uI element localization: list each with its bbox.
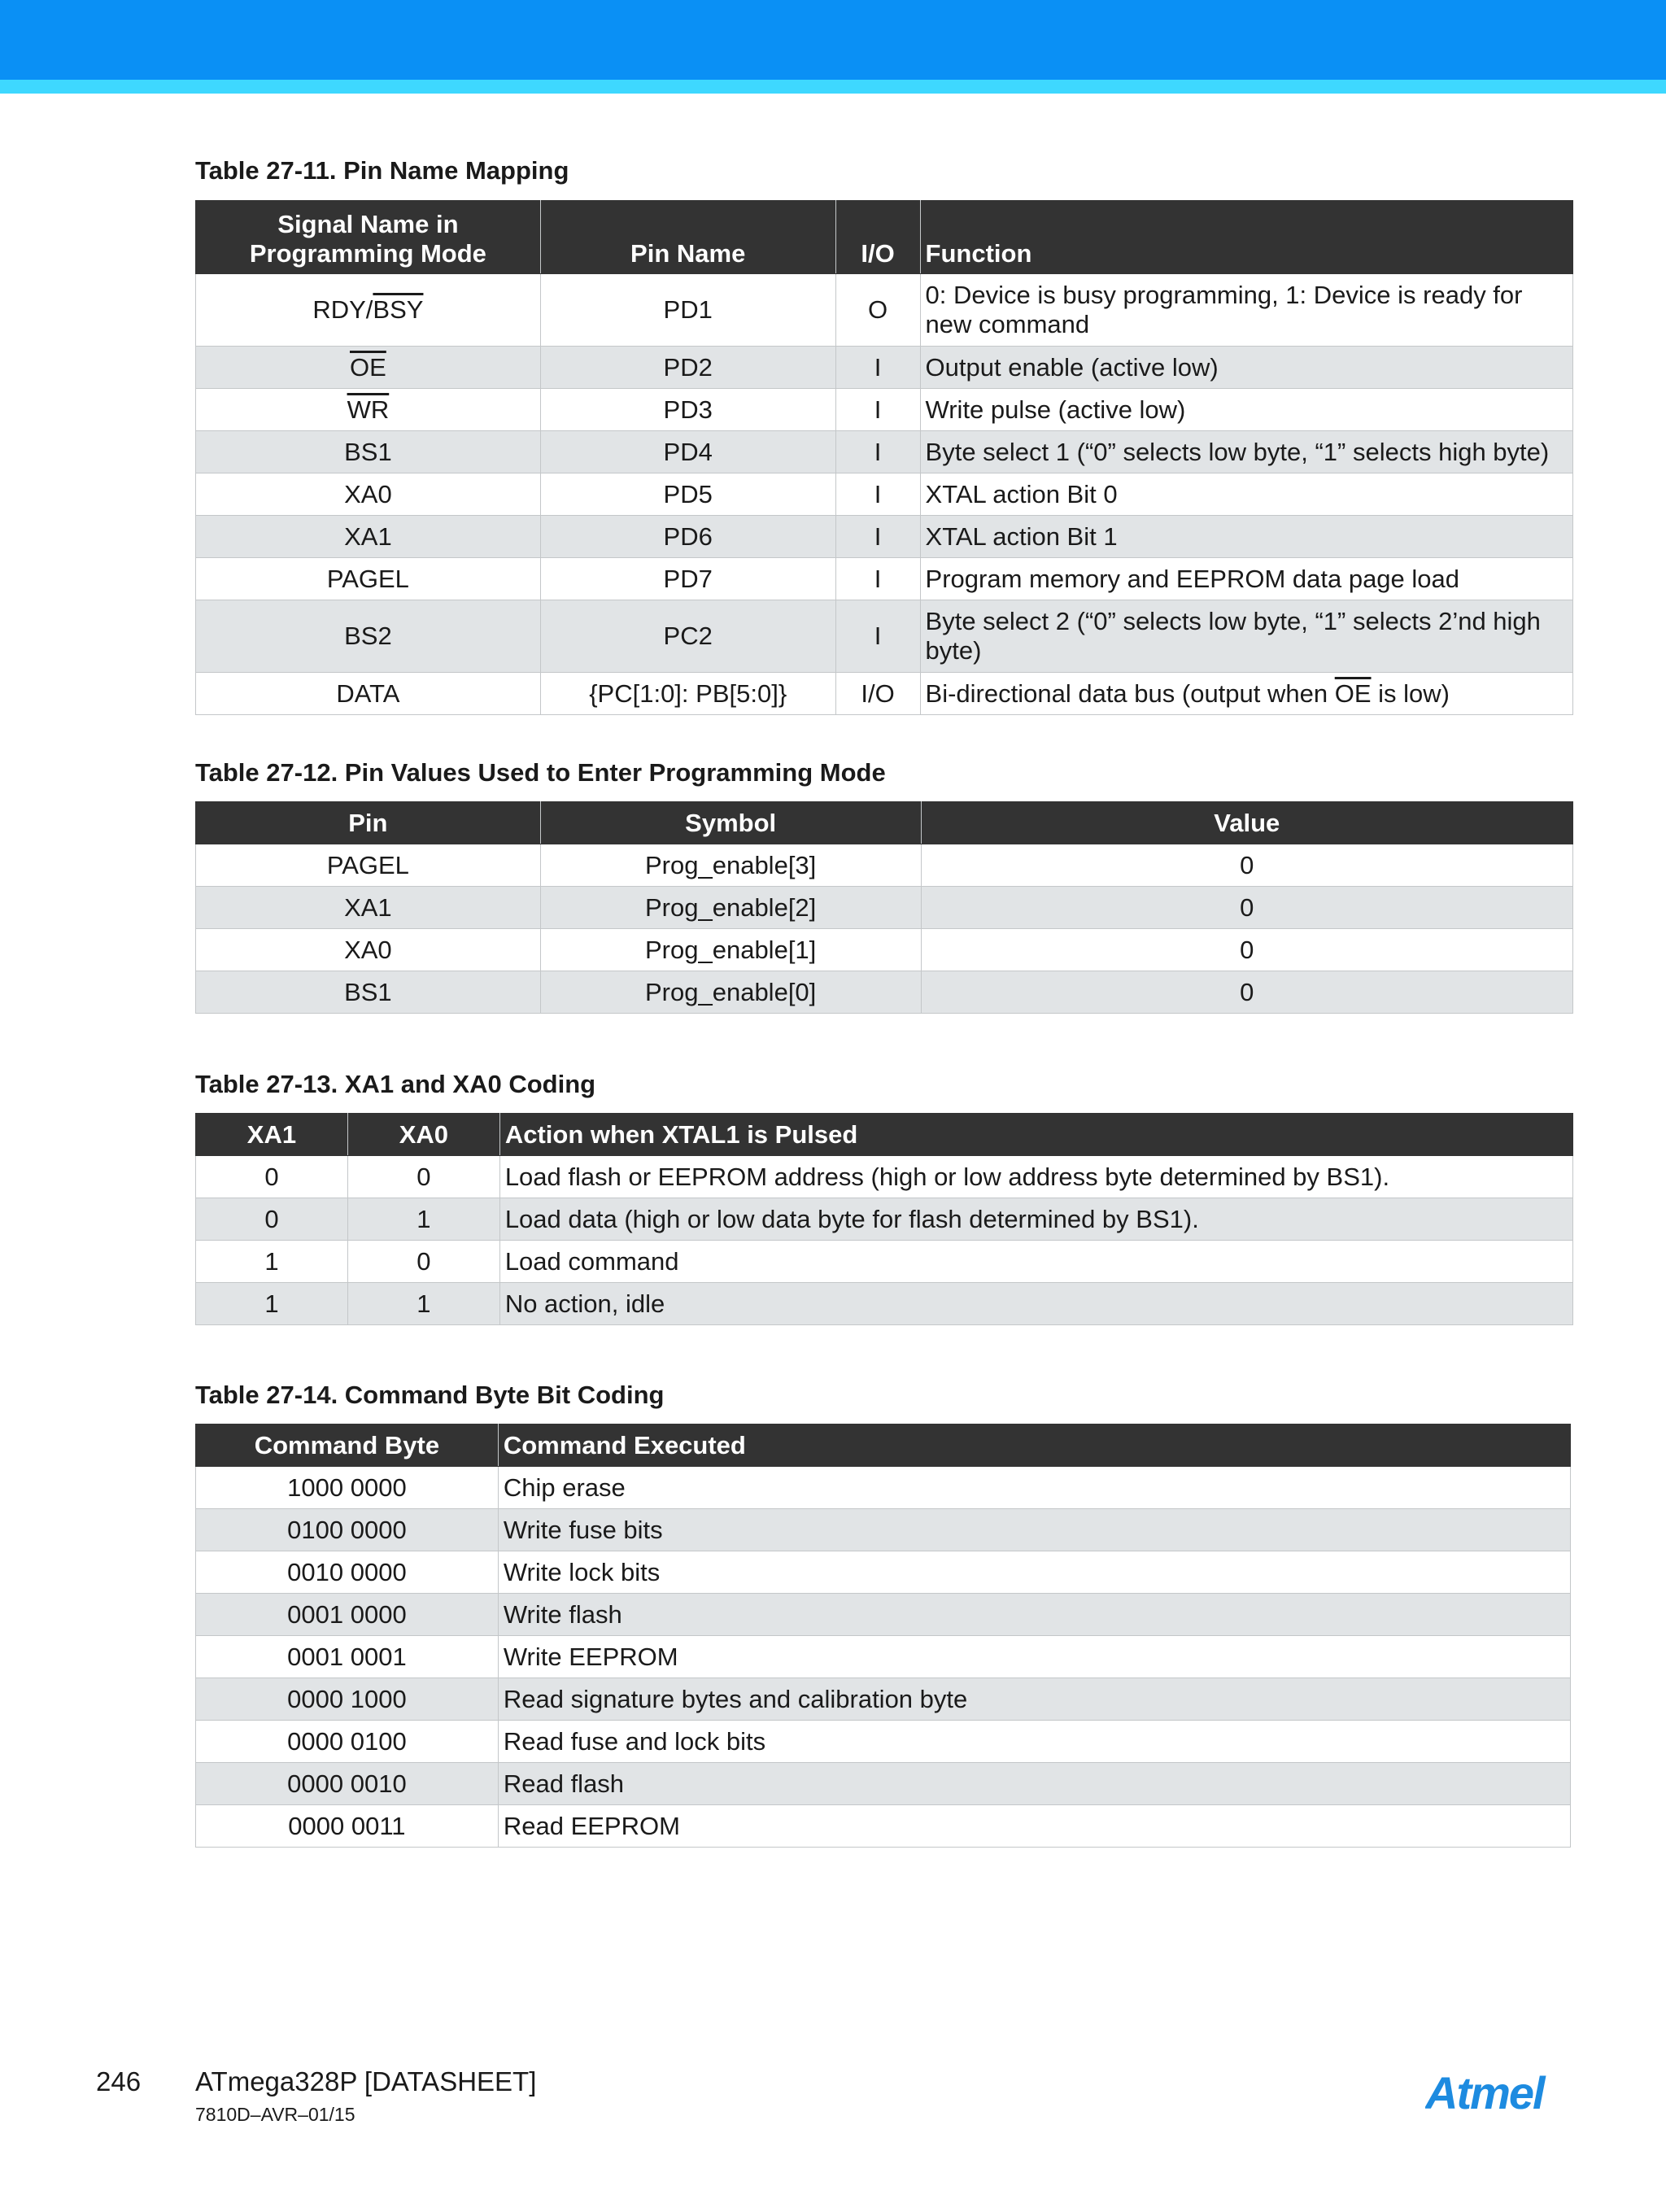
xa0-cell: 1 [347, 1198, 499, 1241]
function-cell: Program memory and EEPROM data page load [920, 558, 1572, 600]
table-row [196, 1241, 1573, 1283]
column-header: Command Byte [196, 1424, 499, 1467]
table-row [196, 971, 1573, 1014]
table-row [196, 1678, 1571, 1721]
io-cell: I [835, 558, 920, 600]
table-row [196, 558, 1573, 600]
function-text: is low) [1371, 678, 1450, 708]
function-cell: Byte select 2 (“0” selects low byte, “1” selects 2’nd high byte) [920, 600, 1572, 673]
command-cell: Read flash [498, 1763, 1570, 1805]
action-cell: Load command [499, 1241, 1572, 1283]
table-row [196, 1509, 1571, 1551]
table-header-row [196, 1114, 1573, 1156]
table-row [196, 1283, 1573, 1325]
command-byte-cell: 0001 0001 [196, 1636, 499, 1678]
table-row [196, 1763, 1571, 1805]
signal-cell: PAGEL [196, 558, 541, 600]
command-byte-cell: 0000 0100 [196, 1721, 499, 1763]
signal-overline-text: $\overline{OE}$ [350, 352, 386, 382]
value-cell: 0 [921, 887, 1572, 929]
pin-name-mapping-table [195, 200, 1573, 715]
value-cell: 0 [921, 971, 1572, 1014]
action-cell: Load data (high or low data byte for flash determined by BS1). [499, 1198, 1572, 1241]
table-row [196, 1198, 1573, 1241]
command-cell: Chip erase [498, 1467, 1570, 1509]
value-cell: 0 [921, 929, 1572, 971]
pin-cell: BS1 [196, 971, 541, 1014]
function-cell: Output enable (active low) [920, 347, 1572, 389]
command-byte-cell: 0000 0010 [196, 1763, 499, 1805]
function-cell [920, 673, 1572, 715]
signal-cell [196, 274, 541, 347]
symbol-cell: Prog_enable[1] [540, 929, 921, 971]
symbol-cell: Prog_enable[2] [540, 887, 921, 929]
xa0-cell: 0 [347, 1156, 499, 1198]
symbol-cell: Prog_enable[3] [540, 844, 921, 887]
table-row [196, 473, 1573, 516]
svg-text:Atmel: Atmel [1425, 2067, 1544, 2118]
signal-overline-text: $\overline{WR}$ [347, 395, 390, 424]
column-header: Action when XTAL1 is Pulsed [499, 1114, 1572, 1156]
xa0-cell: 0 [347, 1241, 499, 1283]
table-row [196, 1636, 1571, 1678]
function-overline-text: $\overline{OE}$ [1334, 678, 1372, 708]
command-byte-cell: 0010 0000 [196, 1551, 499, 1594]
column-header: Pin [196, 802, 541, 844]
value-cell: 0 [921, 844, 1572, 887]
pin-cell: PD2 [540, 347, 835, 389]
command-byte-cell: 0001 0000 [196, 1594, 499, 1636]
signal-cell: BS1 [196, 431, 541, 473]
command-cell: Write flash [498, 1594, 1570, 1636]
function-cell: Byte select 1 (“0” selects low byte, “1” selects high byte) [920, 431, 1572, 473]
table-header-row [196, 201, 1573, 274]
command-byte-cell: 1000 0000 [196, 1467, 499, 1509]
command-byte-cell: 0100 0000 [196, 1509, 499, 1551]
command-cell: Write fuse bits [498, 1509, 1570, 1551]
pin-cell: PD1 [540, 274, 835, 347]
symbol-cell: Prog_enable[0] [540, 971, 921, 1014]
table-caption: Table 27-14. Command Byte Bit Coding [195, 1381, 665, 1409]
table-row [196, 887, 1573, 929]
pin-cell: PD3 [540, 389, 835, 431]
pin-cell: PD5 [540, 473, 835, 516]
io-cell: I [835, 600, 920, 673]
column-header: Value [921, 802, 1572, 844]
column-header: XA1 [196, 1114, 348, 1156]
table-row [196, 516, 1573, 558]
table-caption: Table 27-13. XA1 and XA0 Coding [195, 1070, 596, 1098]
column-header: Pin Name [540, 201, 835, 274]
signal-cell [196, 389, 541, 431]
page-number: 246 [96, 2066, 142, 2096]
pin-cell: PD4 [540, 431, 835, 473]
table-row [196, 1551, 1571, 1594]
signal-cell: DATA [196, 673, 541, 715]
pin-cell: PD7 [540, 558, 835, 600]
function-cell: XTAL action Bit 1 [920, 516, 1572, 558]
io-cell: I/O [835, 673, 920, 715]
table-row [196, 1467, 1571, 1509]
io-cell: I [835, 389, 920, 431]
table-row [196, 844, 1573, 887]
function-cell: Write pulse (active low) [920, 389, 1572, 431]
column-header: Command Executed [498, 1424, 1570, 1467]
table-caption: Table 27-12. Pin Values Used to Enter Programming Mode [195, 758, 886, 787]
command-cell: Read EEPROM [498, 1805, 1570, 1848]
programming-mode-values-table [195, 801, 1573, 1014]
xa1-cell: 0 [196, 1156, 348, 1198]
command-cell: Write EEPROM [498, 1636, 1570, 1678]
action-cell: No action, idle [499, 1283, 1572, 1325]
command-byte-cell: 0000 1000 [196, 1678, 499, 1721]
table-row [196, 1594, 1571, 1636]
table-row [196, 1805, 1571, 1848]
table-row [196, 389, 1573, 431]
function-text: Bi-directional data bus (output when [925, 678, 1335, 708]
io-cell: I [835, 473, 920, 516]
table-row [196, 1156, 1573, 1198]
pin-cell: PD6 [540, 516, 835, 558]
command-byte-table [195, 1424, 1571, 1848]
signal-cell: XA0 [196, 473, 541, 516]
table-row [196, 274, 1573, 347]
atmel-logo [1425, 2066, 1572, 2118]
pin-cell: XA1 [196, 887, 541, 929]
table-caption: Table 27-11. Pin Name Mapping [195, 156, 569, 185]
column-header: XA0 [347, 1114, 499, 1156]
command-cell: Read signature bytes and calibration byte [498, 1678, 1570, 1721]
header-stripe [0, 80, 1666, 94]
table-row [196, 600, 1573, 673]
xa1-cell: 1 [196, 1283, 348, 1325]
document-title: ATmega328P [DATASHEET] [195, 2066, 537, 2096]
pin-cell: PC2 [540, 600, 835, 673]
pin-cell: {PC[1:0]: PB[5:0]} [540, 673, 835, 715]
header-band [0, 0, 1666, 80]
io-cell: I [835, 431, 920, 473]
document-code: 7810D–AVR–01/15 [195, 2104, 355, 2125]
xa-coding-table [195, 1113, 1573, 1325]
signal-cell: BS2 [196, 600, 541, 673]
signal-cell [196, 347, 541, 389]
column-header: Signal Name in Programming Mode [196, 201, 541, 274]
xa1-cell: 0 [196, 1198, 348, 1241]
signal-overline-text: $\overline{BSY}$ [373, 295, 424, 324]
table-row [196, 929, 1573, 971]
io-cell: I [835, 347, 920, 389]
xa0-cell: 1 [347, 1283, 499, 1325]
function-cell: 0: Device is busy programming, 1: Device is ready for new command [920, 274, 1572, 347]
column-header: I/O [835, 201, 920, 274]
xa1-cell: 1 [196, 1241, 348, 1283]
command-cell: Write lock bits [498, 1551, 1570, 1594]
command-cell: Read fuse and lock bits [498, 1721, 1570, 1763]
table-header-row [196, 802, 1573, 844]
table-row [196, 431, 1573, 473]
table-header-row [196, 1424, 1571, 1467]
action-cell: Load flash or EEPROM address (high or low address byte determined by BS1). [499, 1156, 1572, 1198]
signal-cell: XA1 [196, 516, 541, 558]
io-cell: I [835, 516, 920, 558]
signal-text: RDY/ [312, 295, 373, 324]
function-cell: XTAL action Bit 0 [920, 473, 1572, 516]
command-byte-cell: 0000 0011 [196, 1805, 499, 1848]
column-header: Symbol [540, 802, 921, 844]
pin-cell: PAGEL [196, 844, 541, 887]
pin-cell: XA0 [196, 929, 541, 971]
table-row [196, 673, 1573, 715]
io-cell: O [835, 274, 920, 347]
column-header: Function [920, 201, 1572, 274]
table-row [196, 1721, 1571, 1763]
table-row [196, 347, 1573, 389]
